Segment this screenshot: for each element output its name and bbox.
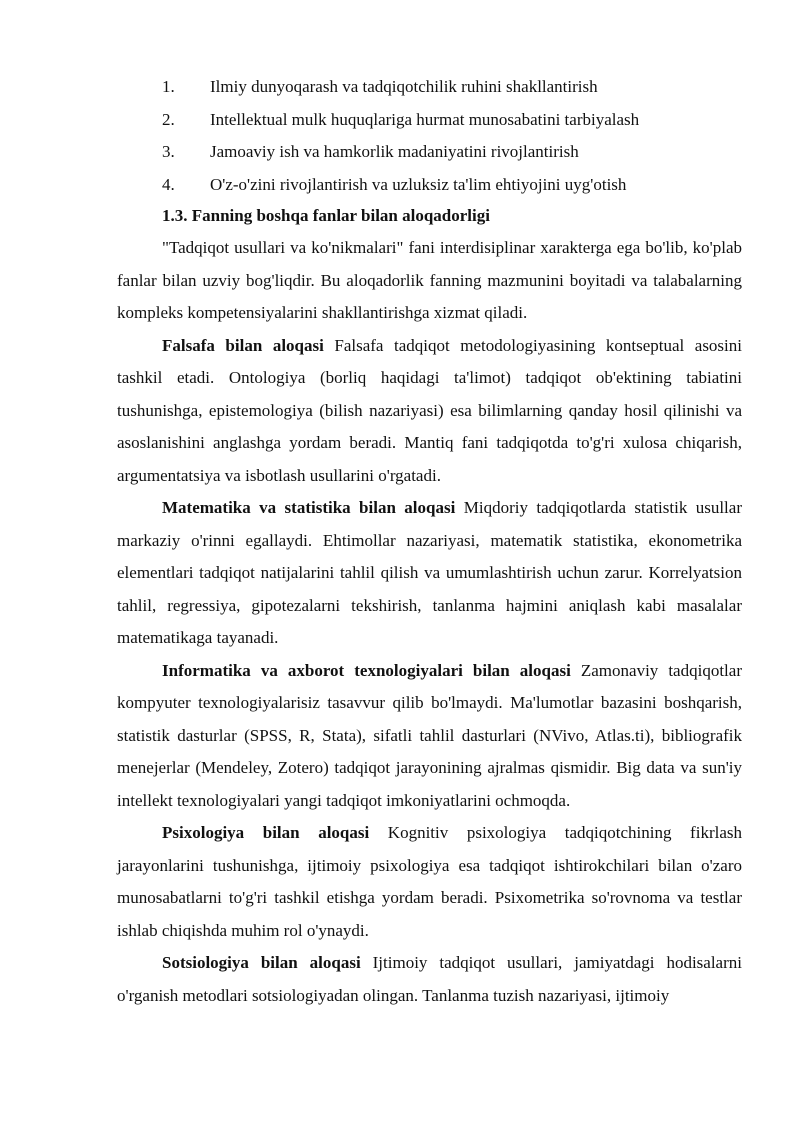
paragraph-text: Kognitiv psixologiya tadqiqotchining fikrlash jarayonlarini tushunishga, ijtimoiy psixologiya esa tadqiqot ishtirokchilari bilan o'zaro munosabatlarni to'g'ri tashkil etishga yordam beradi. Psixometrika so'rovnoma va testlar ishlab chiqishda muhim rol o'ynaydi.	[117, 823, 742, 940]
list-item	[0, 141, 800, 174]
paragraph-title: Matematika va statistika bilan aloqasi	[162, 498, 456, 517]
list-text: O'z-o'zini rivojlantirish va uzluksiz ta'lim ehtiyojini uyg'otish	[210, 174, 627, 194]
list-item	[0, 109, 800, 142]
list-text: Jamoaviy ish va hamkorlik madaniyatini rivojlantirish	[210, 142, 579, 161]
paragraph-sociology	[117, 947, 742, 1012]
paragraph-title: Falsafa bilan aloqasi	[162, 335, 324, 355]
paragraph-title: Psixologiya bilan aloqasi	[162, 823, 370, 842]
list-number: 1.	[162, 77, 175, 96]
paragraph-philosophy	[117, 330, 742, 493]
paragraph-informatics	[117, 655, 742, 818]
paragraph-text: Ijtimoiy tadqiqot usullari, jamiyatdagi hodisalarni o'rganish metodlari sotsiologiyadan olingan. Tanlanma tuzish nazariyasi, ijtimoiy	[117, 953, 742, 1005]
list-text: Ilmiy dunyoqarash va tadqiqotchilik ruhini shakllantirish	[210, 77, 598, 96]
list-text: Intellektual mulk huquqlariga hurmat munosabatini tarbiyalash	[210, 109, 640, 129]
paragraph-math-statistics	[117, 492, 742, 655]
document-body	[117, 232, 742, 1012]
list-item	[0, 174, 800, 207]
paragraph-text: Miqdoriy tadqiqotlarda statistik usullar markaziy o'rinni egallaydi. Ehtimollar nazariyasi, matematik statistika, ekonometrika elementlari tadqiqot natijalarini tahlil qilish va umumlashtirish uchun zarur. Korrelyatsion tahlil, regressiya, gipotezalarni tekshirish, tanlanma hajmini aniqlash kabi masalalar matematikaga tayanadi.	[117, 498, 742, 647]
paragraph-title: Informatika va axborot texnologiyalari bilan aloqasi	[162, 660, 571, 680]
paragraph-text: Zamonaviy tadqiqotlar kompyuter texnologiyalarisiz tasavvur qilib bo'lmaydi. Ma'lumotlar bazasini boshqarish, statistik dasturlar (SPSS, R, Stata), sifatli tahlil dasturlari (NVivo, Atlas.ti), bibliografik menejerlar (Mendeley, Zotero) tadqiqot jarayonining ajralmas qismidir. Big data va sun'iy intellekt texnologiyalari yangi tadqiqot imkoniyatlarini ochmoqda.	[117, 660, 742, 810]
list-number: 3.	[162, 142, 175, 161]
paragraph-text: Falsafa tadqiqot metodologiyasining kontseptual asosini tashkil etadi. Ontologiya (borliq haqidagi ta'limot) tadqiqot ob'ektining tabiatini tushunishga, epistemologiya (bilish nazariyasi) esa bilimlarning qanday hosil qilinishi va asoslanishini anglashga yordam beradi. Mantiq fani tadqiqotda to'g'ri xulosa chiqarish, argumentatsiya va isbotlash usullarini o'rgatadi.	[117, 335, 742, 485]
intro-paragraph: "Tadqiqot usullari va ko'nikmalari" fani interdisiplinar xarakterga ega bo'lib, ko'plab fanlar bilan uzviy bog'liqdir. Bu aloqadorlik fanning mazmunini boyitadi va talabalarning kompleks kompetensiyalarini shakllantirishga xizmat qiladi.	[117, 238, 742, 322]
paragraph-psychology	[117, 817, 742, 947]
list-number: 2.	[162, 109, 175, 129]
numbered-list	[0, 76, 800, 206]
section-heading: 1.3. Fanning boshqa fanlar bilan aloqadorligi	[162, 206, 490, 225]
list-item	[0, 76, 800, 109]
list-number: 4.	[162, 174, 175, 194]
paragraph-title: Sotsiologiya bilan aloqasi	[162, 953, 361, 972]
